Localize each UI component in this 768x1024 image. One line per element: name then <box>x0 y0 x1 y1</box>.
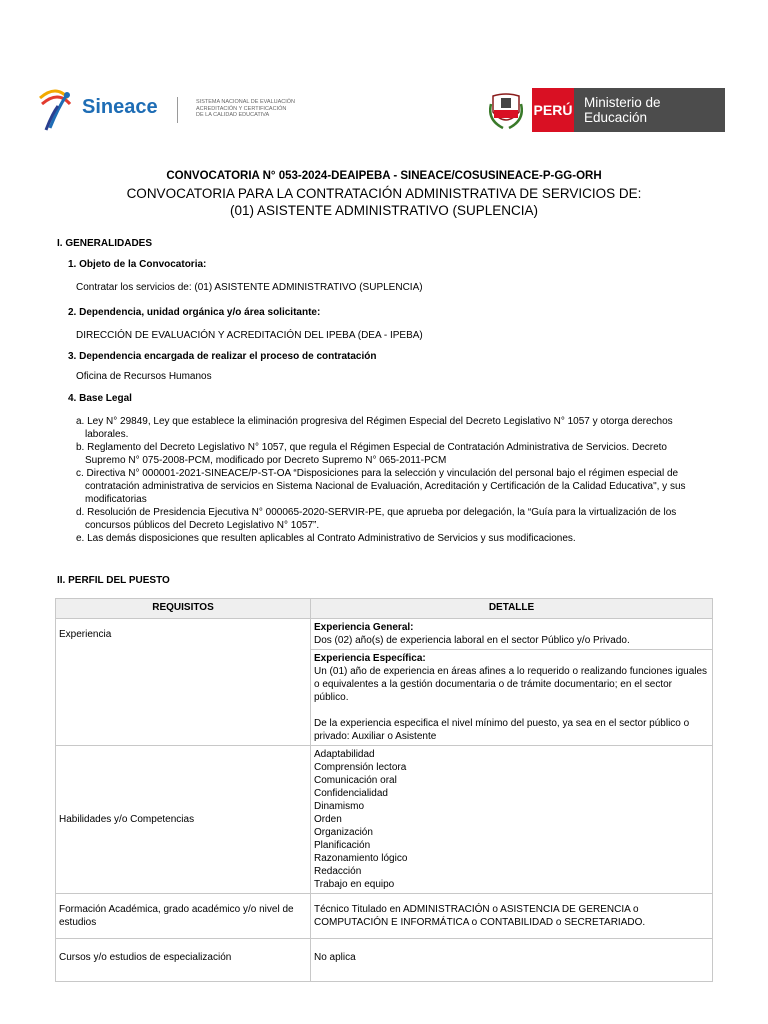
exp-general-title: Experiencia General: <box>314 622 414 633</box>
col-requisitos: REQUISITOS <box>56 599 311 619</box>
skills-cell <box>311 746 713 894</box>
exp-general-body: Dos (02) año(s) de experiencia laboral en el sector Público y/o Privado. <box>314 635 630 646</box>
exp-specific-title: Experiencia Específica: <box>314 653 426 664</box>
skill-item: Razonamiento lógico <box>314 853 408 864</box>
exp-general-cell <box>311 619 713 650</box>
title-line-3: (01) ASISTENTE ADMINISTRATIVO (SUPLENCIA) <box>229 203 539 218</box>
col-detalle: DETALLE <box>311 599 713 619</box>
skill-item: Comprensión lectora <box>314 762 407 773</box>
item-4-title: 4. Base Legal <box>68 393 132 404</box>
row-label-habilidades: Habilidades y/o Competencias <box>56 746 311 894</box>
exp-specific-body: Un (01) año de experiencia en áreas afines a lo requerido o realizando funciones iguales o equivalentes a la gestión documentaria o de trámite documentario; en el sector público. <box>314 666 708 703</box>
courses-value: No aplica <box>311 939 713 982</box>
legal-item: e. Las demás disposiciones que resulten aplicables al Contrato Administrativo de Servicios y sus modificaciones. <box>76 533 576 544</box>
table-row <box>56 939 713 982</box>
item-1-title: 1. Objeto de la Convocatoria: <box>68 259 207 270</box>
ministry-label: Ministerio de Educación <box>574 88 725 132</box>
peru-coat-of-arms-icon <box>489 90 523 130</box>
exp-specific-note: De la experiencia especifica el nivel mínimo del puesto, ya sea en el sector público o privado: Auxiliar o Asistente <box>314 718 690 742</box>
skill-item: Comunicación oral <box>314 775 397 786</box>
sineace-emblem-icon <box>36 84 86 134</box>
skill-item: Adaptabilidad <box>314 749 375 760</box>
skill-item: Dinamismo <box>314 801 365 812</box>
legal-item: c. Directiva N° 000001-2021-SINEACE/P-ST-OA “Disposiciones para la selección y vinculación del personal bajo el régimen especial de contratación administrativa de servicios en Sistema Nacional de Evaluación, Acreditación y Certificación de la Calidad Educativa", y sus modificatorias <box>76 468 686 505</box>
skill-item: Organización <box>314 827 373 838</box>
item-3-body: Oficina de Recursos Humanos <box>76 371 212 382</box>
peru-label: PERÚ <box>532 88 574 132</box>
item-3-title: 3. Dependencia encargada de realizar el proceso de contratación <box>68 351 377 362</box>
logo-divider <box>177 97 178 123</box>
table-row <box>56 894 713 939</box>
profile-table <box>55 598 713 982</box>
row-label-formacion: Formación Académica, grado académico y/o nivel de estudios <box>56 894 311 939</box>
section-2-heading: II. PERFIL DEL PUESTO <box>57 575 170 586</box>
table-row <box>56 619 713 650</box>
skill-item: Confidencialidad <box>314 788 388 799</box>
legal-item: b. Reglamento del Decreto Legislativo N° 1057, que regula el Régimen Especial de Contratación Administrativa de Servicios. Decreto Supremo N° 075-2008-PCM, modificado por Decreto Supremo N° 065-2011-PCM <box>76 442 667 466</box>
sineace-subtitle: SISTEMA NACIONAL DE EVALUACIÓN ACREDITACIÓN Y CERTIFICACIÓN DE LA CALIDAD EDUCATIVA <box>196 99 296 118</box>
row-label-cursos: Cursos y/o estudios de especialización <box>56 939 311 982</box>
item-2-title: 2. Dependencia, unidad orgánica y/o área solicitante: <box>68 307 321 318</box>
table-header-row <box>56 599 713 619</box>
skill-item: Planificación <box>314 840 371 851</box>
item-1-body: Contratar los servicios de: (01) ASISTENTE ADMINISTRATIVO (SUPLENCIA) <box>76 282 423 293</box>
section-1-heading: I. GENERALIDADES <box>57 238 153 249</box>
convocatoria-code: CONVOCATORIA N° 053-2024-DEAIPEBA - SINEACE/COSUSINEACE-P-GG-ORH <box>166 170 602 182</box>
row-label-experiencia: Experiencia <box>56 619 311 746</box>
item-2-body: DIRECCIÓN DE EVALUACIÓN Y ACREDITACIÓN DEL IPEBA (DEA - IPEBA) <box>76 330 423 341</box>
skill-item: Trabajo en equipo <box>314 879 395 890</box>
skill-item: Orden <box>314 814 342 825</box>
legal-list <box>76 415 706 545</box>
sineace-name: Sineace <box>82 96 158 118</box>
skill-item: Redacción <box>314 866 362 877</box>
title-line-2: CONVOCATORIA PARA LA CONTRATACIÓN ADMINISTRATIVA DE SERVICIOS DE: <box>126 186 642 201</box>
table-row <box>56 746 713 894</box>
formation-value: Técnico Titulado en ADMINISTRACIÓN o ASISTENCIA DE GERENCIA o COMPUTACIÓN E INFORMÁTICA o CONTABILIDAD o SECRETARIADO. <box>311 894 713 939</box>
exp-specific-cell <box>311 650 713 746</box>
legal-item: a. Ley N° 29849, Ley que establece la eliminación progresiva del Régimen Especial del Decreto Legislativo N° 1057 y otorga derechos laborales. <box>76 416 673 440</box>
legal-item: d. Resolución de Presidencia Ejecutiva N° 000065-2020-SERVIR-PE, que aprueba por delegación, la “Guía para la virtualización de los concursos públicos del Decreto Legislativo N° 1057”. <box>76 507 677 531</box>
